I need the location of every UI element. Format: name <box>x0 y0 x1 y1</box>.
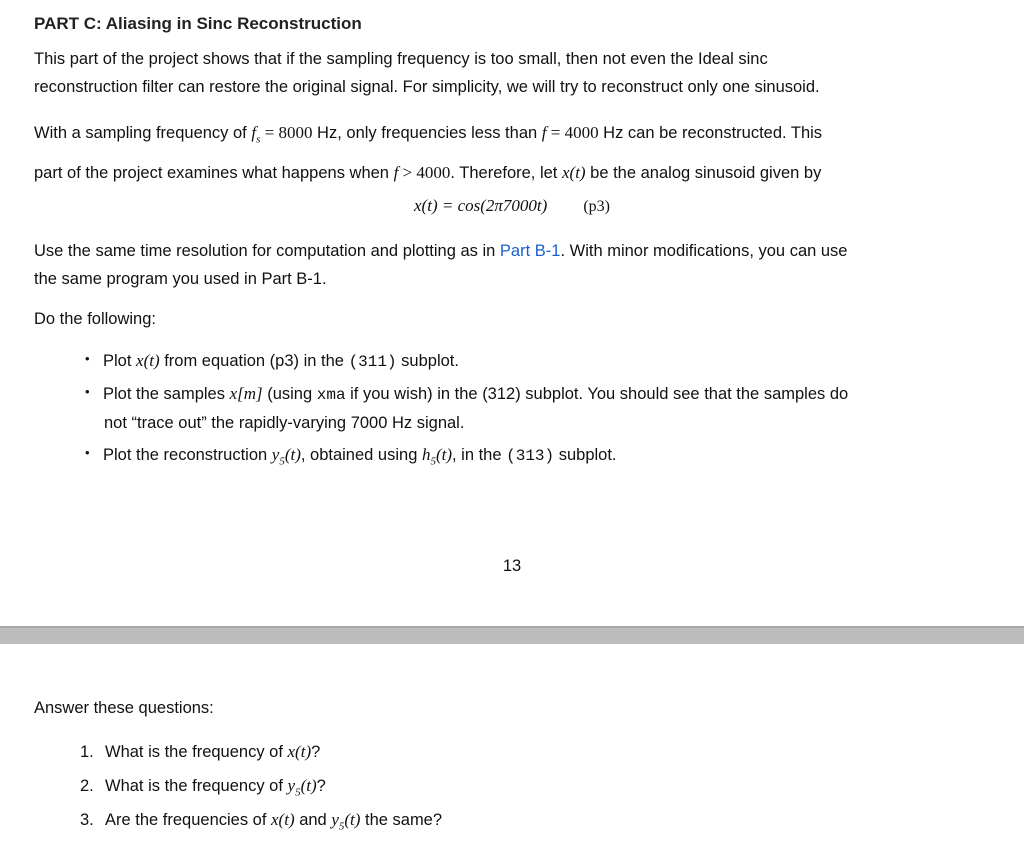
text: . Therefore, let <box>450 164 562 183</box>
math-y5-t <box>271 445 301 468</box>
math-gt: > <box>398 163 417 183</box>
math-arg: (t) <box>300 776 317 795</box>
math-x-t: x(t) <box>136 351 160 370</box>
math-x-t: x(t) <box>287 742 312 761</box>
text: Use the same time resolution for computation and plotting as in <box>34 242 500 260</box>
value-4000: 4000 <box>564 123 599 142</box>
math-h5-t <box>421 445 452 468</box>
text: part of the project examines what happens when <box>34 164 394 183</box>
do-following-label: Do the following: <box>34 310 156 328</box>
text: Hz, only frequencies less than <box>312 124 542 142</box>
text: and <box>294 811 332 829</box>
question-1 <box>80 742 320 762</box>
question-number: 1. <box>80 743 94 761</box>
math-f: f <box>251 123 257 142</box>
sampling-line-2 <box>34 156 822 190</box>
page-divider <box>0 628 1024 644</box>
text: be the analog sinusoid given by <box>585 164 822 183</box>
math-sub: 5 <box>295 786 301 799</box>
text: What is the frequency of <box>105 743 288 761</box>
math-f: f <box>393 163 399 183</box>
bullet-item-1 <box>85 351 459 371</box>
text: Hz can be reconstructed. This <box>598 124 823 142</box>
text: ? <box>316 777 326 795</box>
section-title: PART C: Aliasing in Sinc Reconstruction <box>34 14 362 33</box>
bullet-item-3 <box>85 445 617 467</box>
text: from equation (p3) in the <box>159 352 349 370</box>
text: Are the frequencies of <box>105 811 272 829</box>
math-y5-t <box>331 810 361 833</box>
math-arg: (t) <box>284 445 301 464</box>
bullet-icon: • <box>85 445 90 460</box>
value-4000: 4000 <box>416 163 451 183</box>
math-x-t: x(t) <box>561 163 586 183</box>
text: subplot. <box>554 446 617 464</box>
resolution-line-2: the same program you used in Part B-1. <box>34 270 327 288</box>
math-sub: s <box>256 133 261 146</box>
bullet-item-2 <box>85 384 848 404</box>
code-313: (313) <box>506 447 555 465</box>
text: ? <box>311 743 321 761</box>
math-y: y <box>287 776 296 795</box>
math-x-m: x[m] <box>229 384 263 403</box>
code-311: (311) <box>348 353 397 371</box>
math-eq: = <box>260 123 279 142</box>
text: if you wish) in the (312) subplot. You should see that the samples do <box>345 385 849 403</box>
resolution-line-1 <box>34 237 848 265</box>
code-xma: xma <box>316 386 346 404</box>
bullet-icon: • <box>85 384 90 399</box>
question-3 <box>80 810 442 832</box>
math-eq: = <box>546 123 565 142</box>
value-8000: 8000 <box>278 123 313 142</box>
sampling-paragraph <box>34 116 822 190</box>
question-number: 2. <box>80 777 94 795</box>
math-sub: 5 <box>430 455 436 468</box>
bullet-icon: • <box>85 351 90 366</box>
text: (using <box>262 385 317 403</box>
equation-formula: x(t) = cos(2π7000t) <box>414 196 548 215</box>
answer-heading: Answer these questions: <box>34 699 214 717</box>
text: subplot. <box>396 352 459 370</box>
question-2 <box>80 776 326 798</box>
bullet-item-2-continued: not “trace out” the rapidly-varying 7000 Hz signal. <box>104 414 465 432</box>
text: , in the <box>452 446 507 464</box>
math-sub: 5 <box>279 455 285 468</box>
math-h: h <box>421 445 431 464</box>
math-y5-t <box>287 776 317 799</box>
intro-line-2: reconstruction filter can restore the original signal. For simplicity, we will try to reconstruct only one sinusoid. <box>34 78 820 96</box>
math-y: y <box>331 810 339 829</box>
text: With a sampling frequency of <box>34 124 252 142</box>
text: What is the frequency of <box>105 777 288 795</box>
math-sub: 5 <box>338 820 345 833</box>
math-arg: (t) <box>344 810 361 829</box>
intro-paragraph <box>34 45 820 101</box>
question-number: 3. <box>80 811 94 829</box>
part-b1-link[interactable]: Part B-1 <box>499 242 561 260</box>
math-f: f <box>541 123 547 142</box>
math-x-t: x(t) <box>271 810 295 829</box>
equation-tag: (p3) <box>583 198 610 215</box>
text: Plot the reconstruction <box>103 446 272 464</box>
text: the same? <box>360 811 443 829</box>
page-number: 13 <box>502 557 522 575</box>
resolution-paragraph <box>34 237 848 293</box>
text: . With minor modifications, you can use <box>560 242 848 260</box>
intro-line-1: This part of the project shows that if the sampling frequency is too small, then not even the Ideal sinc <box>34 50 768 68</box>
text: Plot <box>103 352 137 370</box>
math-arg: (t) <box>435 445 452 464</box>
equation-p3 <box>0 196 1024 216</box>
math-y: y <box>271 445 280 464</box>
text: , obtained using <box>300 446 422 464</box>
text: Plot the samples <box>103 385 230 403</box>
sampling-line-1 <box>34 116 822 156</box>
